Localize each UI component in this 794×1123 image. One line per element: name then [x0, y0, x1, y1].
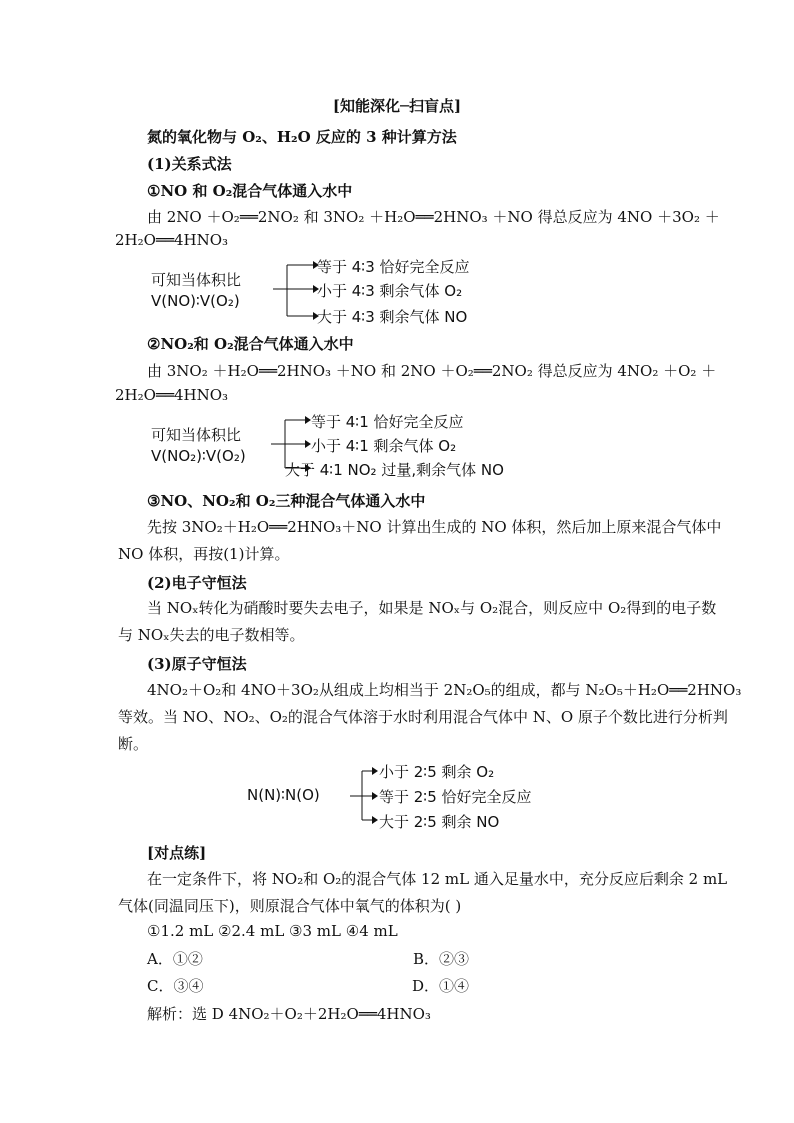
case-1-text-cont: 2H₂O══4HNO₃	[115, 231, 229, 249]
case-3-text-cont: NO 体积，再按(1)计算。	[118, 545, 290, 563]
option-b: B．②③	[413, 950, 470, 968]
case-2-text-cont: 2H₂O══4HNO₃	[115, 386, 229, 404]
diagram-label-1: 可知当体积比	[151, 426, 242, 444]
case-3-title: ③NO、NO₂和 O₂三种混合气体通入水中	[147, 492, 426, 510]
case-1-title: ①NO 和 O₂混合气体通入水中	[147, 182, 353, 200]
method-3-text: 4NO₂＋O₂和 4NO＋3O₂从组成上均相当于 2N₂O₅的组成，都与 N₂O₅＋H₂O══2HNO₃	[147, 681, 742, 699]
page-title: [知能深化─扫盲点]	[332, 97, 462, 115]
branch-greater: 大于 4∶3 剩余气体 NO	[317, 308, 468, 326]
volume-items: ①1.2 mL ②2.4 mL ③3 mL ④4 mL	[147, 922, 398, 940]
branch-less: 小于 2∶5 剩余 O₂	[379, 763, 495, 781]
ratio-diagram-n-o	[245, 757, 665, 833]
case-1-text: 由 2NO ＋O₂══2NO₂ 和 3NO₂ ＋H₂O══2HNO₃ ＋NO 得总反应为 4NO ＋3O₂ ＋	[147, 208, 720, 226]
case-2-title: ②NO₂和 O₂混合气体通入水中	[147, 335, 354, 353]
diagram-label-2: V(NO)∶V(O₂)	[151, 292, 240, 310]
branch-less: 小于 4∶3 剩余气体 O₂	[317, 282, 463, 300]
method-2-title: (2)电子守恒法	[147, 574, 247, 592]
branch-equal: 等于 2∶5 恰好完全反应	[379, 788, 532, 806]
option-d: D．①④	[412, 977, 470, 995]
option-a: A．①②	[147, 950, 203, 968]
ratio-diagram-no2-o2	[145, 410, 665, 482]
branch-equal: 等于 4∶3 恰好完全反应	[317, 258, 470, 276]
branch-greater: 大于 4∶1 NO₂ 过量,剩余气体 NO	[285, 461, 504, 479]
case-2-text: 由 3NO₂ ＋H₂O══2HNO₃ ＋NO 和 2NO ＋O₂══2NO₂ 得总反应为 4NO₂ ＋O₂ ＋	[147, 362, 717, 380]
diagram-label-2: V(NO₂)∶V(O₂)	[151, 447, 246, 465]
method-2-text: 当 NOₓ转化为硝酸时要失去电子，如果是 NOₓ与 O₂混合，则反应中 O₂得到的电子数	[147, 599, 717, 617]
option-c: C．③④	[147, 977, 204, 995]
analysis-text: 解析：选 D 4NO₂＋O₂＋2H₂O══4HNO₃	[147, 1005, 431, 1023]
question-text: 在一定条件下，将 NO₂和 O₂的混合气体 12 mL 通入足量水中，充分反应后剩余 2 mL	[147, 870, 728, 888]
practice-tag: [对点练]	[147, 844, 207, 862]
ratio-diagram-no-o2	[145, 255, 665, 327]
case-3-text: 先按 3NO₂＋H₂O══2HNO₃＋NO 计算出生成的 NO 体积，然后加上原来混合气体中	[147, 518, 722, 536]
method-3-text-end: 断。	[118, 735, 149, 753]
question-text-cont: 气体(同温同压下)，则原混合气体中氧气的体积为( )	[118, 897, 462, 915]
section-heading: 氮的氧化物与 O₂、H₂O 反应的 3 种计算方法	[147, 128, 457, 146]
method-3-title: (3)原子守恒法	[147, 655, 247, 673]
method-1-title: (1)关系式法	[147, 155, 232, 173]
branch-greater: 大于 2∶5 剩余 NO	[379, 813, 500, 831]
method-2-text-cont: 与 NOₓ失去的电子数相等。	[118, 626, 305, 644]
branch-less: 小于 4∶1 剩余气体 O₂	[311, 437, 457, 455]
diagram-label-1: 可知当体积比	[151, 271, 242, 289]
method-3-text-cont: 等效。当 NO、NO₂、O₂的混合气体溶于水时利用混合气体中 N、O 原子个数比进行分析判	[118, 708, 728, 726]
diagram-label: N(N)∶N(O)	[247, 786, 320, 804]
branch-equal: 等于 4∶1 恰好完全反应	[311, 413, 464, 431]
